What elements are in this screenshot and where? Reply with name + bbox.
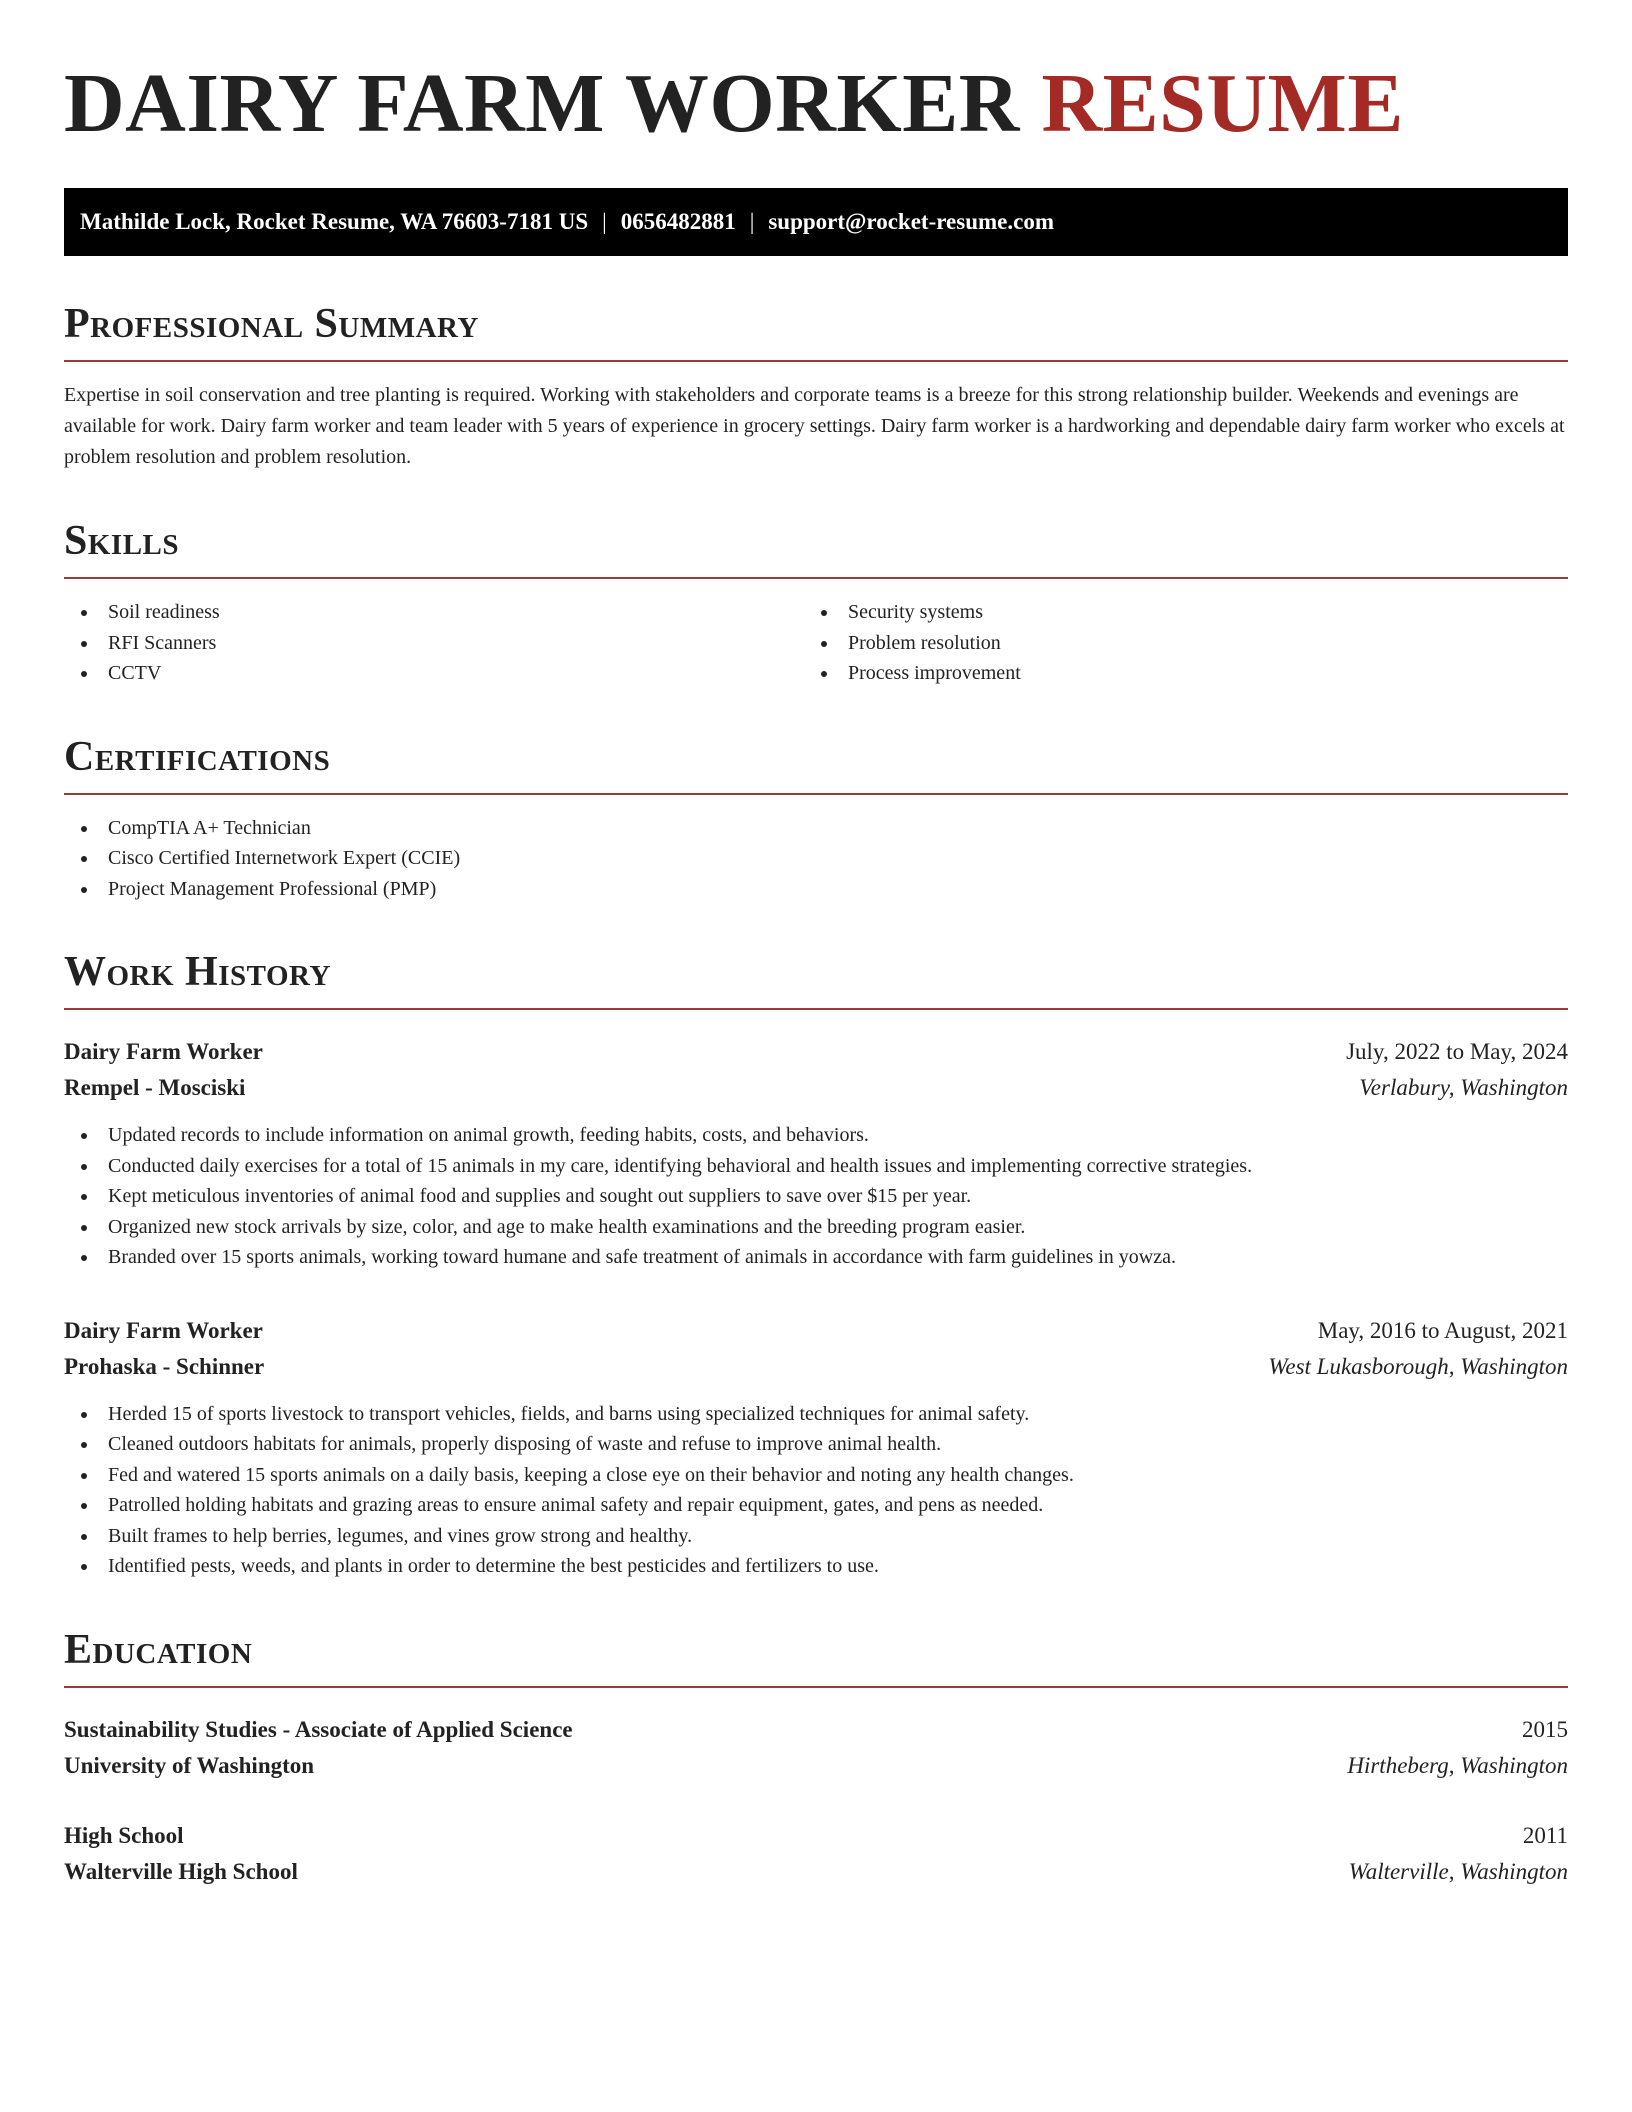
job-bullet: Updated records to include information on animal growth, feeding habits, costs, and behaviors. — [64, 1120, 1568, 1151]
job-bullet: Identified pests, weeds, and plants in order to determine the best pesticides and fertilizers to use. — [64, 1551, 1568, 1582]
education-entry — [64, 1712, 1568, 1784]
summary-section — [64, 302, 1568, 473]
job-bullet: Cleaned outdoors habitats for animals, properly disposing of waste and refuse to improve animal health. — [64, 1429, 1568, 1460]
skills-section — [64, 519, 1568, 689]
contact-bar — [64, 188, 1568, 256]
contact-separator: | — [602, 209, 607, 234]
contact-address: Mathilde Lock, Rocket Resume, WA 76603-7181 US — [80, 209, 589, 234]
certification-item: CompTIA A+ Technician — [64, 813, 1568, 844]
education-school: University of Washington — [64, 1752, 315, 1778]
skill-item: Security systems — [804, 597, 1544, 628]
job-dates: May, 2016 to August, 2021 — [1317, 1317, 1568, 1343]
job-company: Rempel - Mosciski — [64, 1075, 246, 1100]
skills-list-left — [64, 597, 804, 689]
job-bullet: Conducted daily exercises for a total of 15 animals in my care, identifying behavioral and health issues and implementing corrective strategies. — [64, 1151, 1568, 1182]
section-heading: Education — [64, 1628, 1568, 1688]
section-heading: Work History — [64, 950, 1568, 1010]
contact-separator: | — [749, 209, 755, 234]
job-bullets — [64, 1120, 1568, 1273]
job-entry — [64, 1034, 1568, 1273]
job-bullet: Organized new stock arrivals by size, color, and age to make health examinations and the breeding program easier. — [64, 1212, 1568, 1243]
education-school: Walterville High School — [64, 1858, 298, 1884]
job-location: West Lukasborough, Washington — [1268, 1353, 1568, 1379]
job-bullet: Built frames to help berries, legumes, and vines grow strong and healthy. — [64, 1521, 1568, 1552]
education-entry — [64, 1818, 1568, 1890]
section-heading: Certifications — [64, 735, 1568, 795]
education-location: Hirtheberg, Washington — [1347, 1752, 1568, 1778]
job-location: Verlabury, Washington — [1359, 1075, 1568, 1100]
work-history-section — [64, 950, 1568, 1582]
education-degree-row — [64, 1818, 1568, 1854]
contact-phone: 0656482881 — [620, 209, 736, 234]
job-entry — [64, 1313, 1568, 1582]
resume-title — [64, 58, 1568, 150]
education-section — [64, 1628, 1568, 1890]
education-year: 2015 — [1522, 1716, 1568, 1742]
skills-columns — [64, 579, 1568, 689]
job-company-row — [64, 1070, 1568, 1106]
section-heading: Professional Summary — [64, 302, 1568, 362]
job-bullet: Patrolled holding habitats and grazing areas to ensure animal safety and repair equipment, gates, and pens as needed. — [64, 1490, 1568, 1521]
certification-item: Project Management Professional (PMP) — [64, 874, 1568, 905]
job-dates: July, 2022 to May, 2024 — [1346, 1039, 1568, 1064]
skill-item: Process improvement — [804, 658, 1544, 689]
job-bullet: Fed and watered 15 sports animals on a daily basis, keeping a close eye on their behavior and noting any health changes. — [64, 1460, 1568, 1491]
job-company: Prohaska - Schinner — [64, 1353, 265, 1379]
certifications-list — [64, 813, 1568, 905]
education-degree: High School — [64, 1822, 184, 1848]
skill-item: Problem resolution — [804, 628, 1544, 659]
education-degree: Sustainability Studies - Associate of Applied Science — [64, 1716, 573, 1742]
education-school-row — [64, 1748, 1568, 1784]
job-bullet: Kept meticulous inventories of animal food and supplies and sought out suppliers to save over $15 per year. — [64, 1181, 1568, 1212]
section-heading: Skills — [64, 519, 1568, 579]
skills-list-right — [804, 597, 1544, 689]
certification-item: Cisco Certified Internetwork Expert (CCIE) — [64, 843, 1568, 874]
title-main: DAIRY FARM WORKER — [64, 57, 1020, 150]
job-company-row — [64, 1349, 1568, 1385]
certifications-section — [64, 735, 1568, 905]
job-header-row — [64, 1034, 1568, 1070]
education-degree-row — [64, 1712, 1568, 1748]
education-school-row — [64, 1854, 1568, 1890]
summary-text: Expertise in soil conservation and tree planting is required. Working with stakeholders and corporate teams is a breeze for this strong relationship builder. Weekends and evenings are available for work. Dairy farm worker and team leader with 5 years of experience in grocery settings. Dairy farm worker is a hardworking and dependable dairy farm worker who excels at problem resolution and problem resolution. — [64, 384, 1565, 468]
skill-item: Soil readiness — [64, 597, 804, 628]
education-year: 2011 — [1522, 1822, 1568, 1848]
job-header-row — [64, 1313, 1568, 1349]
skill-item: RFI Scanners — [64, 628, 804, 659]
education-location: Walterville, Washington — [1348, 1858, 1568, 1884]
contact-email[interactable]: support@rocket-resume.com — [768, 209, 1054, 234]
job-bullet: Branded over 15 sports animals, working toward humane and safe treatment of animals in accordance with farm guidelines in yowza. — [64, 1242, 1568, 1273]
job-title: Dairy Farm Worker — [64, 1317, 263, 1343]
title-accent: RESUME — [1041, 57, 1404, 150]
job-bullet: Herded 15 of sports livestock to transport vehicles, fields, and barns using specialized techniques for animal safety. — [64, 1399, 1568, 1430]
skill-item: CCTV — [64, 658, 804, 689]
job-title: Dairy Farm Worker — [64, 1039, 263, 1064]
job-bullets — [64, 1399, 1568, 1582]
